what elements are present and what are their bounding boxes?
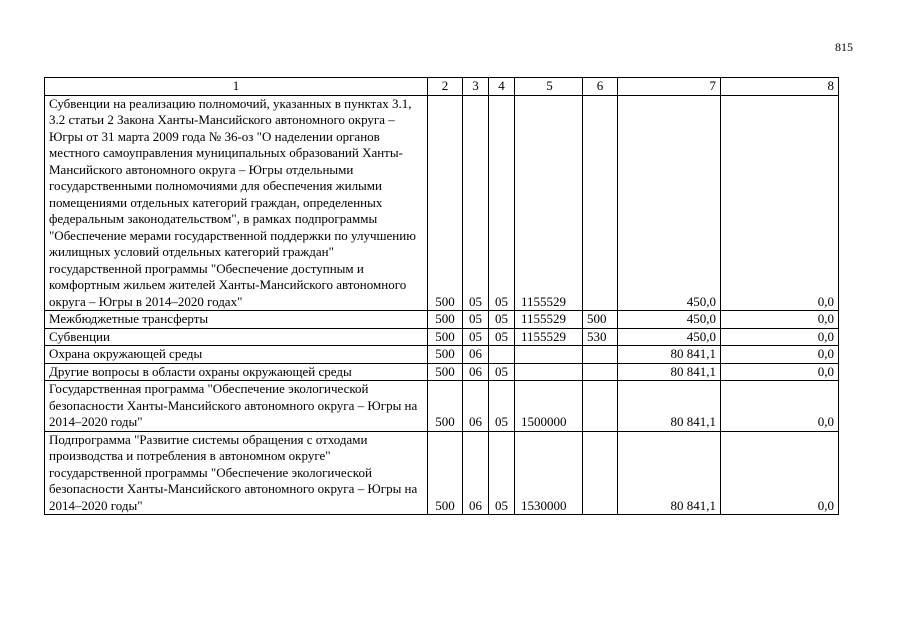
row-value — [515, 346, 583, 364]
row-value: 450,0 — [618, 311, 721, 329]
table-row — [45, 328, 839, 346]
row-value: 05 — [463, 95, 489, 311]
row-value — [489, 346, 515, 364]
row-value: 05 — [489, 328, 515, 346]
row-name: Субвенции на реализацию полномочий, указанных в пунктах 3.1, 3.2 статьи 2 Закона Ханты-Мансийского автономного округа – Югры от 31 марта 2009 года № 36-оз "О наделении органов местного самоуправления муниципальных образований Ханты-Мансийского автономного округа – Югры отдельными государственными полномочиями для обеспечения жилыми помещениями отдельных категорий граждан, определенных федеральным законодательством", в рамках подпрограммы "Обеспечение мерами государственной поддержки по улучшению жилищных условий отдельных категорий граждан" государственной программы "Обеспечение доступным и комфортным жильем жителей Ханты-Мансийского автономного округа – Югры в 2014–2020 годах" — [45, 95, 428, 311]
row-value: 05 — [463, 328, 489, 346]
row-value: 500 — [428, 381, 463, 432]
header-cell: 3 — [463, 78, 489, 96]
row-name: Субвенции — [45, 328, 428, 346]
header-cell: 8 — [721, 78, 839, 96]
row-value: 80 841,1 — [618, 431, 721, 515]
row-name: Межбюджетные трансферты — [45, 311, 428, 329]
row-value: 05 — [489, 311, 515, 329]
row-value — [583, 346, 618, 364]
row-value: 0,0 — [721, 363, 839, 381]
row-value: 500 — [428, 363, 463, 381]
row-value: 1155529 — [515, 311, 583, 329]
row-value: 80 841,1 — [618, 363, 721, 381]
header-cell: 4 — [489, 78, 515, 96]
header-cell: 6 — [583, 78, 618, 96]
header-cell: 7 — [618, 78, 721, 96]
page-number: 815 — [835, 40, 853, 54]
row-value — [583, 363, 618, 381]
row-value — [515, 363, 583, 381]
row-value: 0,0 — [721, 311, 839, 329]
row-value: 1155529 — [515, 328, 583, 346]
table-row — [45, 363, 839, 381]
table-row — [45, 431, 839, 515]
row-value: 450,0 — [618, 95, 721, 311]
table-row — [45, 346, 839, 364]
row-value — [583, 431, 618, 515]
row-value: 06 — [463, 431, 489, 515]
row-value: 05 — [489, 381, 515, 432]
row-value — [583, 381, 618, 432]
row-value — [583, 95, 618, 311]
row-value: 1500000 — [515, 381, 583, 432]
row-value: 06 — [463, 346, 489, 364]
row-value: 0,0 — [721, 328, 839, 346]
table-row — [45, 311, 839, 329]
row-value: 05 — [489, 431, 515, 515]
row-value: 06 — [463, 381, 489, 432]
row-value: 05 — [489, 363, 515, 381]
header-cell: 2 — [428, 78, 463, 96]
row-name: Государственная программа "Обеспечение экологической безопасности Ханты-Мансийского автономного округа – Югры на 2014–2020 годы" — [45, 381, 428, 432]
row-value: 500 — [428, 346, 463, 364]
row-value: 1155529 — [515, 95, 583, 311]
row-value: 80 841,1 — [618, 346, 721, 364]
row-name: Подпрограмма "Развитие системы обращения с отходами производства и потребления в автономном округе" государственной программы "Обеспечение экологической безопасности Ханты-Мансийского автономного округа – Югры на 2014–2020 годы" — [45, 431, 428, 515]
row-value: 500 — [428, 95, 463, 311]
row-value: 06 — [463, 363, 489, 381]
row-value: 500 — [428, 311, 463, 329]
row-value: 0,0 — [721, 95, 839, 311]
table-row — [45, 95, 839, 311]
row-value: 530 — [583, 328, 618, 346]
row-value: 0,0 — [721, 381, 839, 432]
row-value: 05 — [463, 311, 489, 329]
row-value: 500 — [428, 431, 463, 515]
row-value: 500 — [583, 311, 618, 329]
table-row — [45, 381, 839, 432]
row-value: 500 — [428, 328, 463, 346]
row-name: Охрана окружающей среды — [45, 346, 428, 364]
header-cell: 5 — [515, 78, 583, 96]
table-header-row — [45, 78, 839, 96]
row-name: Другие вопросы в области охраны окружающей среды — [45, 363, 428, 381]
row-value: 0,0 — [721, 431, 839, 515]
row-value: 0,0 — [721, 346, 839, 364]
row-value: 05 — [489, 95, 515, 311]
row-value: 80 841,1 — [618, 381, 721, 432]
budget-table — [44, 77, 839, 515]
row-value: 1530000 — [515, 431, 583, 515]
row-value: 450,0 — [618, 328, 721, 346]
header-cell: 1 — [45, 78, 428, 96]
